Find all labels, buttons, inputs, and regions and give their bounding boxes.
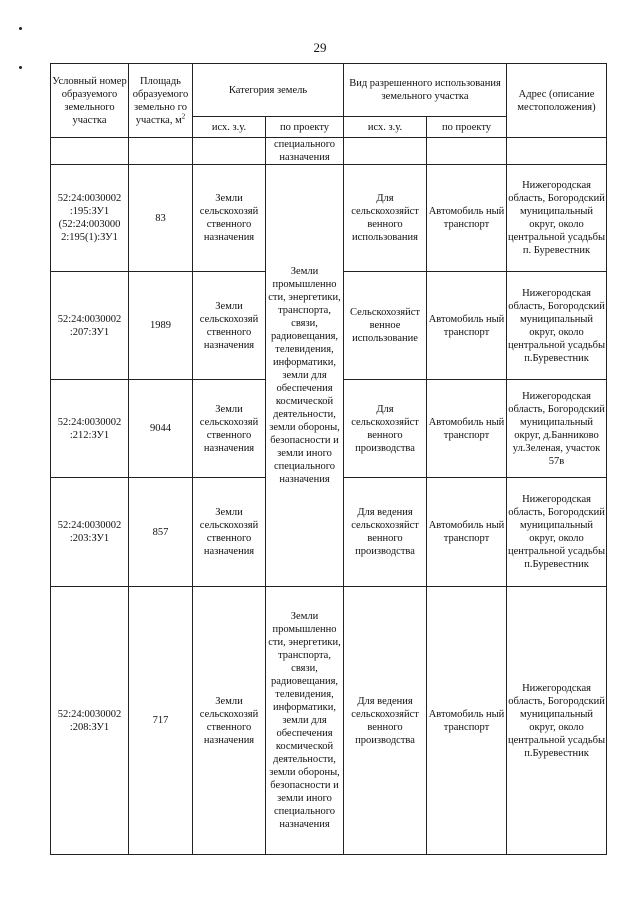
cell-use-project: Автомобиль ный транспорт [427, 272, 507, 380]
header-address: Адрес (описание местоположения) [507, 64, 607, 138]
land-plots-table [50, 63, 607, 855]
cell-area: 717 [129, 587, 193, 855]
header-category: Категория земель [193, 64, 344, 117]
cell-address: Нижегородская область, Богородский муниципальный округ, около центральной усадьбы п. Буревестник [507, 165, 607, 272]
header-permitted-use: Вид разрешенного использования земельного участка [344, 64, 507, 117]
cell-empty [427, 138, 507, 165]
cell-empty [344, 138, 427, 165]
cell-address: Нижегородская область, Богородский муниципальный округ, около центральной усадьбы п.Буревестник [507, 478, 607, 587]
cell-use-original: Сельскохозяйст венное использование [344, 272, 427, 380]
cell-empty [193, 138, 266, 165]
cell-plot-number: 52:24:0030002 :212:ЗУ1 [51, 380, 129, 478]
cell-area: 1989 [129, 272, 193, 380]
cell-category-project: специального назначения [266, 138, 344, 165]
cell-plot-number: 52:24:0030002 :207:ЗУ1 [51, 272, 129, 380]
subheader-use-project: по проекту [427, 117, 507, 138]
cell-address: Нижегородская область, Богородский муниципальный округ, д.Банниково ул.Зеленая, участок 57в [507, 380, 607, 478]
cell-use-original: Для сельскохозяйст венного использования [344, 165, 427, 272]
cell-empty [129, 138, 193, 165]
header-area-text: Площадь образуемого земельно го участка, м [132, 75, 189, 126]
cell-plot-number: 52:24:0030002 :195:ЗУ1 (52:24:003000 2:195(1):ЗУ1 [51, 165, 129, 272]
subheader-use-original: исх. з.у. [344, 117, 427, 138]
page-number: 29 [313, 40, 327, 55]
cell-use-original: Для ведения сельскохозяйст венного производства [344, 587, 427, 855]
cell-category-project: Земли промышленно сти, энергетики, транспорта, связи, радиовещания, телевидения, информатики, земли для обеспечения космической деятельности, земли обороны, безопасности и земли иного специального назначения [266, 587, 344, 855]
cell-area: 857 [129, 478, 193, 587]
cell-empty [507, 138, 607, 165]
cell-category-original: Земли сельскохозяй ственного назначения [193, 478, 266, 587]
cell-plot-number: 52:24:0030002 :208:ЗУ1 [51, 587, 129, 855]
cell-use-project: Автомобиль ный транспорт [427, 478, 507, 587]
cell-category-original: Земли сельскохозяй ственного назначения [193, 165, 266, 272]
cell-category-original: Земли сельскохозяй ственного назначения [193, 380, 266, 478]
cell-area: 9044 [129, 380, 193, 478]
cell-use-project: Автомобиль ный транспорт [427, 165, 507, 272]
subheader-category-project: по проекту [266, 117, 344, 138]
subheader-category-original: исх. з.у. [193, 117, 266, 138]
header-plot-number: Условный номер образуемого земельного участка [51, 64, 129, 138]
cell-empty [51, 138, 129, 165]
header-area [129, 64, 193, 138]
cell-category-project-merged: Земли промышленно сти, энергетики, транспорта, связи, радиовещания, телевидения, информатики, земли для обеспечения космической деятельности, земли обороны, безопасности и земли иного специального назначения [266, 165, 344, 587]
table-row-continuation [51, 138, 607, 165]
margin-dot-bottom [19, 66, 22, 69]
cell-category-original: Земли сельскохозяй ственного назначения [193, 272, 266, 380]
table-row [51, 587, 607, 855]
cell-category-original: Земли сельскохозяй ственного назначения [193, 587, 266, 855]
cell-plot-number: 52:24:0030002 :203:ЗУ1 [51, 478, 129, 587]
cell-use-project: Автомобиль ный транспорт [427, 380, 507, 478]
cell-area: 83 [129, 165, 193, 272]
margin-dot-top [19, 27, 22, 30]
table-row [51, 165, 607, 272]
cell-use-project: Автомобиль ный транспорт [427, 587, 507, 855]
cell-use-original: Для сельскохозяйст венного производства [344, 380, 427, 478]
cell-use-original: Для ведения сельскохозяйст венного производства [344, 478, 427, 587]
cell-address: Нижегородская область, Богородский муниципальный округ, около центральной усадьбы п.Буревестник [507, 587, 607, 855]
cell-address: Нижегородская область, Богородский муниципальный округ, около центральной усадьбы п.Буревестник [507, 272, 607, 380]
header-area-unit-sup: 2 [181, 112, 186, 120]
